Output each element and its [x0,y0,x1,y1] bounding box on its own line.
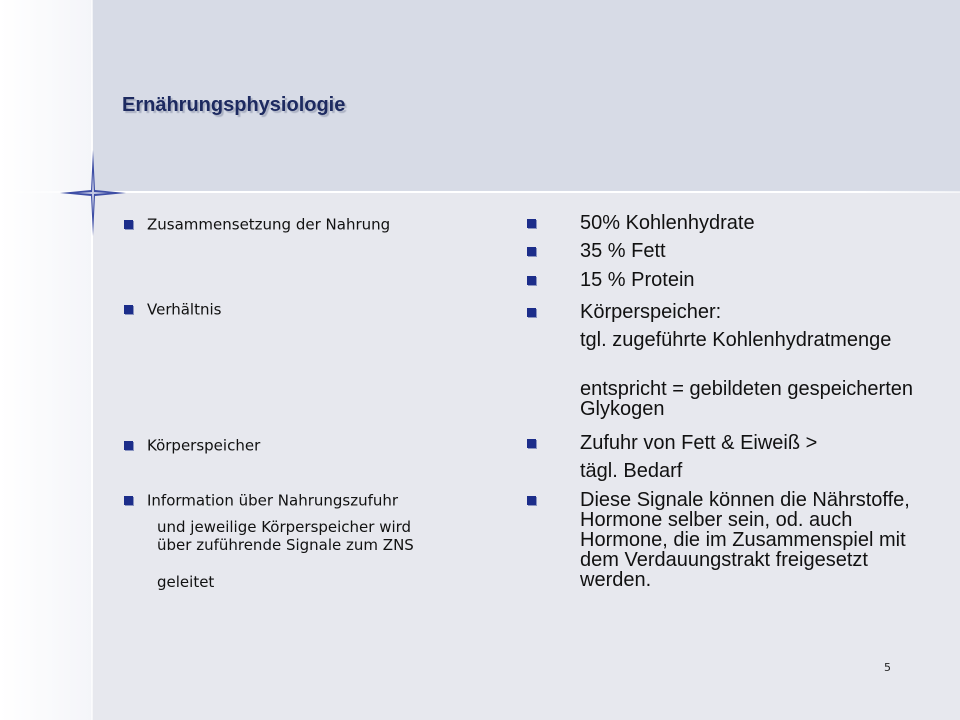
right-continuation-line: entspricht = gebildeten gespeicherten Glykogen [580,378,914,420]
sparkle-star-icon [60,150,126,236]
square-bullet-icon [527,247,536,256]
right-continuation-line: tägl. Bedarf [580,460,683,482]
left-continuation-line: geleitet [157,573,215,591]
right-bullet-text: Diese Signale können die Nährstoffe, Hormone selber sein, od. auch Hormone, die im Zusammenspiel mit dem Verdauungstrakt freigesetzt werden. [580,489,910,591]
square-bullet-icon [124,220,133,229]
slide-title: Ernährungsphysiologie [122,94,346,116]
horizontal-divider [0,191,960,193]
right-bullet-fat [527,241,917,261]
right-bullet-text: Körperspeicher: [580,301,722,323]
right-bullet-protein [527,270,917,290]
right-bullet-text: 15 % Protein [580,269,695,291]
page-number: 5 [884,661,891,674]
left-continuation-line: über zuführende Signale zum ZNS [157,536,414,554]
left-margin-band [0,0,92,720]
right-bullet-text: 35 % Fett [580,240,666,262]
right-bullet-text: 50% Kohlenhydrate [580,212,755,234]
left-bullet-information [124,491,398,510]
left-bullet-ratio [124,300,221,319]
right-bullet-carbohydrates [527,213,917,233]
square-bullet-icon [527,219,536,228]
square-bullet-icon [527,276,536,285]
left-bullet-text: Körperspeicher [147,436,261,455]
square-bullet-icon [124,441,133,450]
left-bullet-text: Zusammensetzung der Nahrung [147,215,391,234]
right-bullet-signals [527,490,917,590]
right-bullet-text: Zufuhr von Fett & Eiweiß > [580,432,818,454]
left-bullet-body-storage [124,436,260,455]
left-bullet-text: Verhältnis [147,300,222,319]
right-bullet-body-storage [527,302,917,322]
left-bullet-composition [124,215,390,234]
left-bullet-text: Information über Nahrungszufuhr [147,491,399,510]
square-bullet-icon [527,439,536,448]
square-bullet-icon [124,305,133,314]
right-bullet-fat-protein-intake [527,433,917,453]
square-bullet-icon [527,308,536,317]
right-continuation-line: tgl. zugeführte Kohlenhydratmenge [580,329,892,351]
square-bullet-icon [527,496,536,505]
vertical-divider [91,0,93,720]
square-bullet-icon [124,496,133,505]
left-continuation-line: und jeweilige Körperspeicher wird [157,518,412,536]
